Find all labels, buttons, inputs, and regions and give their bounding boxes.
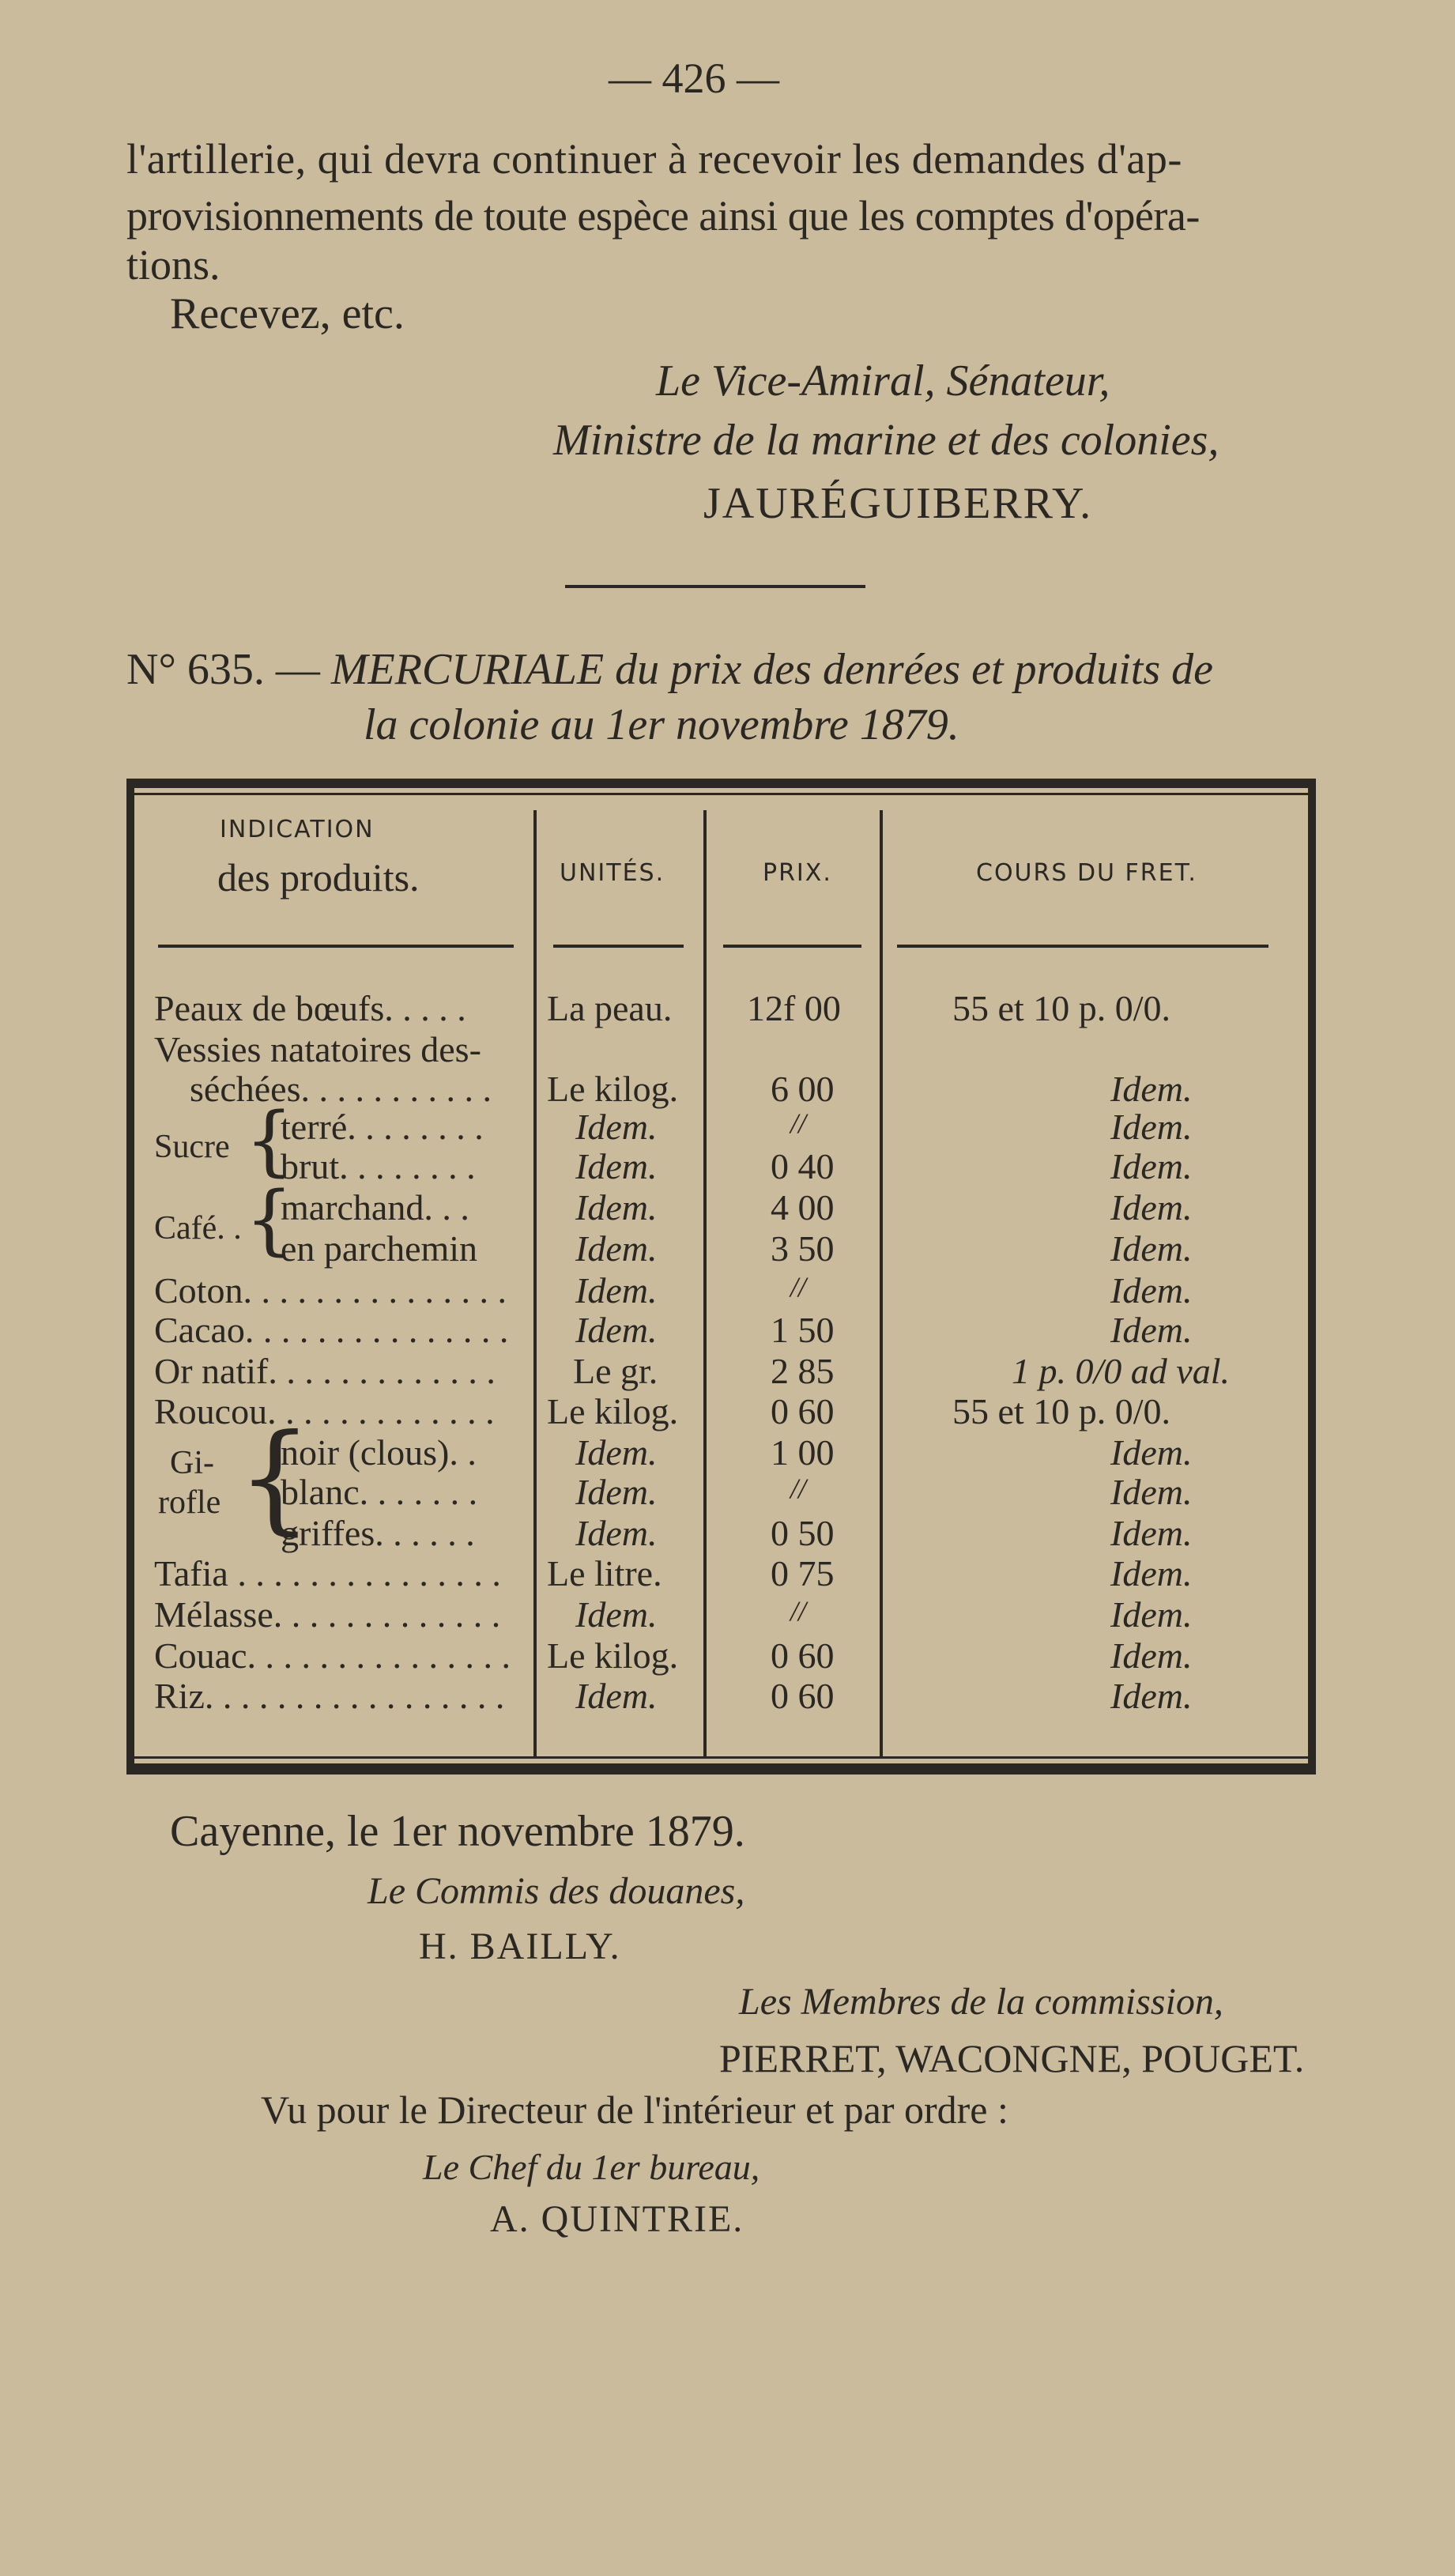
table-row-product: noir (clous). . xyxy=(281,1432,477,1473)
table-row-product: brut. . . . . . . . xyxy=(281,1146,476,1186)
table-row-unit: Idem. xyxy=(575,1594,658,1635)
table-row-price: 1 00 xyxy=(771,1432,835,1473)
table-row-freight: Idem. xyxy=(1110,1472,1193,1512)
table-row-product: Vessies natatoires des- xyxy=(154,1029,481,1069)
table-row-product: Mélasse. . . . . . . . . . . . . xyxy=(154,1594,501,1635)
table-row-unit: Idem. xyxy=(575,1472,658,1512)
table-row-price: 0 75 xyxy=(771,1553,835,1593)
table-row-freight: Idem. xyxy=(1110,1513,1193,1553)
table-row-freight: Idem. xyxy=(1110,1594,1193,1635)
table-row-unit: Le litre. xyxy=(547,1553,662,1593)
table-row-unit: Idem. xyxy=(575,1187,658,1228)
table-row-freight: Idem. xyxy=(1110,1146,1193,1186)
table-row-price: 1 50 xyxy=(771,1310,835,1350)
table-row-product: séchées. . . . . . . . . . . xyxy=(190,1069,492,1109)
table-row-freight: Idem. xyxy=(1110,1553,1193,1593)
table-row-product: marchand. . . xyxy=(281,1187,469,1228)
table-row-product: blanc. . . . . . . xyxy=(281,1472,478,1512)
table-row-freight: Idem. xyxy=(1110,1228,1193,1269)
table-top-rule xyxy=(126,779,1316,788)
page-number: — 426 — xyxy=(609,55,779,102)
table-row-price: 0 40 xyxy=(771,1146,835,1186)
group-label-cafe: Café. . xyxy=(154,1210,242,1247)
table-row-product: Riz. . . . . . . . . . . . . . . . . xyxy=(154,1676,505,1716)
signature-name: JAURÉGUIBERRY. xyxy=(703,479,1093,528)
header-rule-1 xyxy=(158,945,514,948)
intro-line-3: tions. xyxy=(126,241,221,289)
table-row-unit: Le gr. xyxy=(573,1351,658,1391)
table-row-unit: Le kilog. xyxy=(547,1635,679,1676)
column-divider-2 xyxy=(703,810,707,1759)
group-label-girofle-1: Gi- xyxy=(170,1445,214,1481)
header-cours: COURS DU FRET. xyxy=(976,859,1197,887)
table-row-freight: Idem. xyxy=(1110,1676,1193,1716)
members-title: Les Membres de la commission, xyxy=(739,1981,1223,2023)
table-row-freight: Idem. xyxy=(1110,1432,1193,1473)
table-row-price: 0 60 xyxy=(771,1391,835,1431)
table-row-price: // xyxy=(790,1595,807,1627)
header-unites: UNITÉS. xyxy=(560,859,665,887)
table-row-product: Couac. . . . . . . . . . . . . . . xyxy=(154,1635,511,1676)
table-bottom-rule-thin xyxy=(126,1756,1316,1759)
table-row-price: 2 85 xyxy=(771,1351,835,1391)
table-row-freight: 55 et 10 p. 0/0. xyxy=(952,988,1170,1028)
section-title-line-1 xyxy=(126,644,1213,695)
intro-line-1: l'artillerie, qui devra continuer à recevoir les demandes d'ap- xyxy=(126,135,1182,183)
column-divider-1 xyxy=(533,810,537,1759)
table-row-price: 0 60 xyxy=(771,1676,835,1716)
table-row-freight: 1 p. 0/0 ad val. xyxy=(1012,1351,1230,1391)
table-row-unit: Le kilog. xyxy=(547,1069,679,1109)
header-indication-sub: des produits. xyxy=(217,855,420,900)
table-row-product: terré. . . . . . . . xyxy=(281,1107,484,1147)
header-rule-3 xyxy=(723,945,861,948)
table-row-price: // xyxy=(790,1473,807,1504)
table-row-product: Peaux de bœufs. . . . . xyxy=(154,988,466,1028)
commis-title: Le Commis des douanes, xyxy=(368,1870,745,1912)
place-date: Cayenne, le 1er novembre 1879. xyxy=(170,1807,745,1856)
section-title-line-2: la colonie au 1er novembre 1879. xyxy=(364,700,959,749)
header-rule-2 xyxy=(553,945,684,948)
table-right-border xyxy=(1308,779,1316,1775)
table-row-product: en parchemin xyxy=(281,1228,478,1269)
table-row-unit: Idem. xyxy=(575,1270,658,1311)
section-title-1: MERCURIALE du prix des denrées et produits de xyxy=(330,645,1214,694)
table-row-unit: Le kilog. xyxy=(547,1391,679,1431)
table-row-unit: Idem. xyxy=(575,1432,658,1473)
table-row-unit: Idem. xyxy=(575,1146,658,1186)
mercuriale-table xyxy=(126,779,1316,1775)
table-row-product: Or natif. . . . . . . . . . . . . xyxy=(154,1351,496,1391)
table-row-product: Roucou. . . . . . . . . . . . . xyxy=(154,1391,495,1431)
table-row-price: 3 50 xyxy=(771,1228,835,1269)
table-row-price: 6 00 xyxy=(771,1069,835,1109)
section-number: N° 635. — xyxy=(126,645,331,694)
closing-formula: Recevez, etc. xyxy=(170,289,405,338)
header-prix: PRIX. xyxy=(763,859,832,887)
table-row-product: griffes. . . . . . xyxy=(281,1513,475,1553)
brace-cafe: { xyxy=(245,1175,294,1264)
table-row-price: 4 00 xyxy=(771,1187,835,1228)
table-row-freight: Idem. xyxy=(1110,1187,1193,1228)
table-row-price: 0 50 xyxy=(771,1513,835,1553)
table-row-freight: Idem. xyxy=(1110,1270,1193,1311)
table-row-freight: 55 et 10 p. 0/0. xyxy=(952,1391,1170,1431)
chef-title: Le Chef du 1er bureau, xyxy=(423,2147,760,2187)
table-row-freight: Idem. xyxy=(1110,1069,1193,1109)
intro-line-2: provisionnements de toute espèce ainsi que les comptes d'opéra- xyxy=(126,192,1200,239)
table-top-rule-thin xyxy=(126,793,1316,795)
table-left-border xyxy=(126,779,134,1775)
table-bottom-rule xyxy=(126,1763,1316,1775)
column-divider-3 xyxy=(880,810,883,1759)
table-row-price: // xyxy=(790,1107,807,1139)
vu-line: Vu pour le Directeur de l'intérieur et par ordre : xyxy=(261,2088,1008,2132)
header-indication: INDICATION xyxy=(220,816,375,843)
table-row-freight: Idem. xyxy=(1110,1635,1193,1676)
separator-rule xyxy=(565,585,865,588)
table-row-product: Coton. . . . . . . . . . . . . . . xyxy=(154,1270,507,1311)
table-row-price: // xyxy=(790,1271,807,1303)
table-row-freight: Idem. xyxy=(1110,1310,1193,1350)
signature-title-1: Le Vice-Amiral, Sénateur, xyxy=(656,356,1110,405)
group-label-sucre: Sucre xyxy=(154,1129,230,1165)
table-row-unit: Idem. xyxy=(575,1676,658,1716)
table-row-product: Tafia . . . . . . . . . . . . . . . xyxy=(154,1553,501,1593)
table-row-freight: Idem. xyxy=(1110,1107,1193,1147)
chef-name: A. QUINTRIE. xyxy=(490,2198,744,2240)
header-rule-4 xyxy=(897,945,1268,948)
group-label-girofle-2: rofle xyxy=(158,1484,221,1521)
table-row-unit: Idem. xyxy=(575,1513,658,1553)
brace-girofle: { xyxy=(237,1409,313,1547)
table-row-price: 12f 00 xyxy=(747,988,841,1028)
table-row-unit: La peau. xyxy=(547,988,673,1028)
table-row-unit: Idem. xyxy=(575,1107,658,1147)
brace-sucre: { xyxy=(245,1096,294,1185)
members-names: PIERRET, WACONGNE, POUGET. xyxy=(719,2036,1305,2080)
table-row-unit: Idem. xyxy=(575,1310,658,1350)
table-row-product: Cacao. . . . . . . . . . . . . . . xyxy=(154,1310,509,1350)
commis-name: H. BAILLY. xyxy=(419,1925,621,1967)
table-row-price: 0 60 xyxy=(771,1635,835,1676)
table-row-unit: Idem. xyxy=(575,1228,658,1269)
signature-title-2: Ministre de la marine et des colonies, xyxy=(553,416,1219,465)
